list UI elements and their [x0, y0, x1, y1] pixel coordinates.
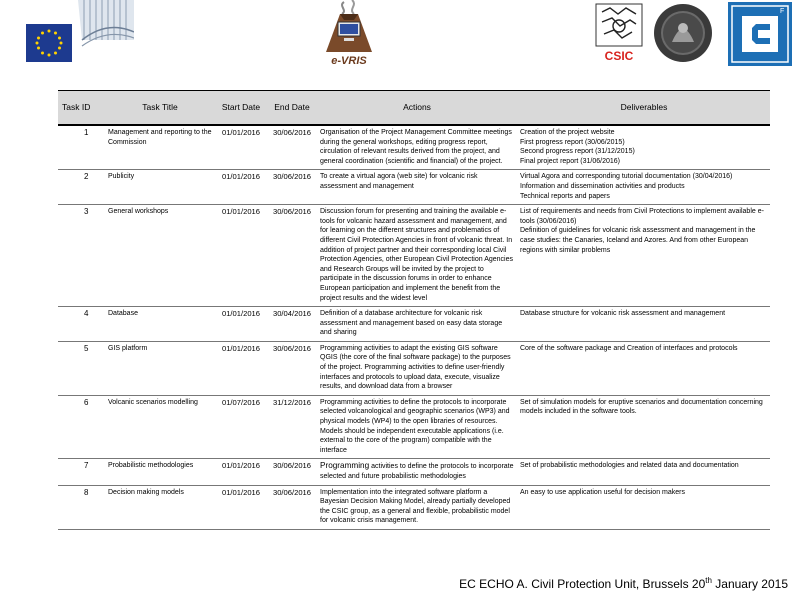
deliverable-item: First progress report (30/06/2015) — [520, 138, 625, 146]
task-title: Database — [104, 307, 214, 342]
task-deliverables — [516, 485, 770, 529]
task-deliverables — [516, 205, 770, 307]
deliverable-item: Information and dissemination activities and products — [520, 182, 685, 190]
european-commission-logo — [22, 0, 134, 70]
task-deliverables — [516, 170, 770, 205]
start-date: 01/01/2016 — [214, 459, 266, 485]
task-deliverables — [516, 341, 770, 395]
header-actions: Actions — [316, 91, 516, 126]
end-date: 30/06/2016 — [266, 125, 316, 170]
header-end-date: End Date — [266, 91, 316, 126]
start-date: 01/01/2016 — [214, 170, 266, 205]
task-actions-lead: Programming — [320, 461, 370, 471]
task-actions: To create a virtual agora (web site) for volcanic risk assessment and management — [316, 170, 516, 205]
table-row — [58, 170, 770, 205]
deliverable-item: An easy to use application useful for decision makers — [520, 488, 685, 496]
start-date: 01/07/2016 — [214, 395, 266, 459]
start-date: 01/01/2016 — [214, 485, 266, 529]
end-date: 30/06/2016 — [266, 170, 316, 205]
evris-logo-text: e-VRIS — [331, 55, 367, 67]
task-deliverables — [516, 395, 770, 459]
deliverable-item: List of requirements and needs from Civil Protections to implement available e-tools (30/06/2016) — [520, 208, 764, 225]
tasks-table — [58, 90, 770, 530]
table-row — [58, 205, 770, 307]
task-title: GIS platform — [104, 341, 214, 395]
task-title: Probabilistic methodologies — [104, 459, 214, 485]
deliverable-item: Set of probabilistic methodologies and related data and documentation — [520, 462, 739, 470]
header-task-id: Task ID — [58, 91, 104, 126]
end-date: 30/06/2016 — [266, 341, 316, 395]
footer-superscript: th — [705, 576, 712, 585]
deliverable-item: Database structure for volcanic risk assessment and management — [520, 310, 726, 318]
csic-logo-text: CSIC — [604, 49, 634, 63]
header-task-title: Task Title — [104, 91, 214, 126]
task-actions: Organisation of the Project Management Committee meetings during the general workshops, editing progress report, circulation of relevant results derived from the project, and general coordination (scientific and financial) of the project. — [316, 125, 516, 170]
table-row — [58, 485, 770, 529]
table-row — [58, 125, 770, 170]
start-date: 01/01/2016 — [214, 341, 266, 395]
deliverable-item: Technical reports and papers — [520, 192, 610, 200]
civil-protection-logo-icon — [728, 2, 792, 66]
deliverable-item: Virtual Agora and corresponding tutorial documentation (30/04/2016) — [520, 173, 733, 181]
table-row — [58, 341, 770, 395]
table-row — [58, 459, 770, 485]
task-title: Publicity — [104, 170, 214, 205]
task-actions: Programming activities to adapt the existing GIS software QGIS (the core of the final software package) to the purposes of the project. Programming activities to define user-friendly interfaces and protocols to upload data, execute, visualize results, and download data from a browser — [316, 341, 516, 395]
footer-text-after: January 2015 — [711, 577, 788, 591]
start-date: 01/01/2016 — [214, 125, 266, 170]
start-date: 01/01/2016 — [214, 205, 266, 307]
svg-text:F: F — [780, 8, 785, 15]
table-row — [58, 307, 770, 342]
end-date: 30/06/2016 — [266, 459, 316, 485]
task-id: 6 — [58, 395, 104, 459]
table-row — [58, 395, 770, 459]
deliverable-item: Creation of the project website — [520, 129, 615, 136]
deliverable-item: Set of simulation models for eruptive scenarios and documentation concerning models included in the software tools. — [520, 398, 763, 416]
header-deliverables: Deliverables — [516, 91, 770, 126]
task-actions: Implementation into the integrated software platform a Bayesian Decision Making Model, already partially developed the CSIC group, as a general and flexible, probabilistic model for volcanic crisis management. — [316, 485, 516, 529]
task-id: 3 — [58, 205, 104, 307]
ec-building-icon — [78, 0, 134, 46]
task-actions: Programming activities to define the protocols to incorporate selected volcanological and geographic scenarios (WP3) and physical models (WP4) to the open libraries of resources. Models should be independent executable applications (i.e. external to the core of the program) compatible with the interface — [316, 395, 516, 459]
task-title: General workshops — [104, 205, 214, 307]
start-date: 01/01/2016 — [214, 307, 266, 342]
end-date: 30/06/2016 — [266, 485, 316, 529]
task-id: 4 — [58, 307, 104, 342]
deliverable-item: Second progress report (31/12/2015) — [520, 148, 635, 156]
task-id: 5 — [58, 341, 104, 395]
task-deliverables — [516, 459, 770, 485]
task-actions-rest: activities to define the protocols to incorporate selected and future probabilistic methodologies — [320, 463, 514, 480]
table-header-row — [58, 91, 770, 126]
task-deliverables — [516, 307, 770, 342]
end-date: 30/04/2016 — [266, 307, 316, 342]
task-id: 7 — [58, 459, 104, 485]
task-id: 8 — [58, 485, 104, 529]
deliverable-item: Core of the software package and Creation of interfaces and protocols — [520, 344, 738, 352]
footer-text-before: EC ECHO A. Civil Protection Unit, Brussels 20 — [459, 577, 706, 591]
task-actions: Definition of a database architecture for volcanic risk assessment and management based on easy data storage and sharing — [316, 307, 516, 342]
deliverable-item: Final project report (31/06/2016) — [520, 157, 620, 165]
task-actions — [316, 459, 516, 485]
end-date: 31/12/2016 — [266, 395, 316, 459]
task-title: Volcanic scenarios modelling — [104, 395, 214, 459]
task-deliverables — [516, 125, 770, 170]
end-date: 30/06/2016 — [266, 205, 316, 307]
task-id: 1 — [58, 125, 104, 170]
task-id: 2 — [58, 170, 104, 205]
eu-flag-icon — [26, 24, 72, 62]
csic-logo-icon — [592, 2, 646, 64]
deliverable-item: Definition of guidelines for volcanic risk assessment and management in the case studies: the Canaries, Iceland and Azores. And from other European regions with similar problems — [520, 227, 756, 254]
university-seal-icon — [652, 2, 714, 64]
header-start-date: Start Date — [214, 91, 266, 126]
task-title: Decision making models — [104, 485, 214, 529]
header — [0, 0, 794, 90]
footer-caption — [459, 576, 788, 591]
task-actions: Discussion forum for presenting and training the available e-tools for volcanic hazard assessment and management, and for learning on the different structures and problematics of different Civil Protection Agencies in front of volcanic threat. In addition of project partner and their corresponding local Civil Protection Agencies, other European Civil Protection Agencies and Research Groups will be invited by the project to participate in the discussion forums in order to enhance European participation and implement the benefit from the project results and the widest level — [316, 205, 516, 307]
task-title: Management and reporting to the Commission — [104, 125, 214, 170]
